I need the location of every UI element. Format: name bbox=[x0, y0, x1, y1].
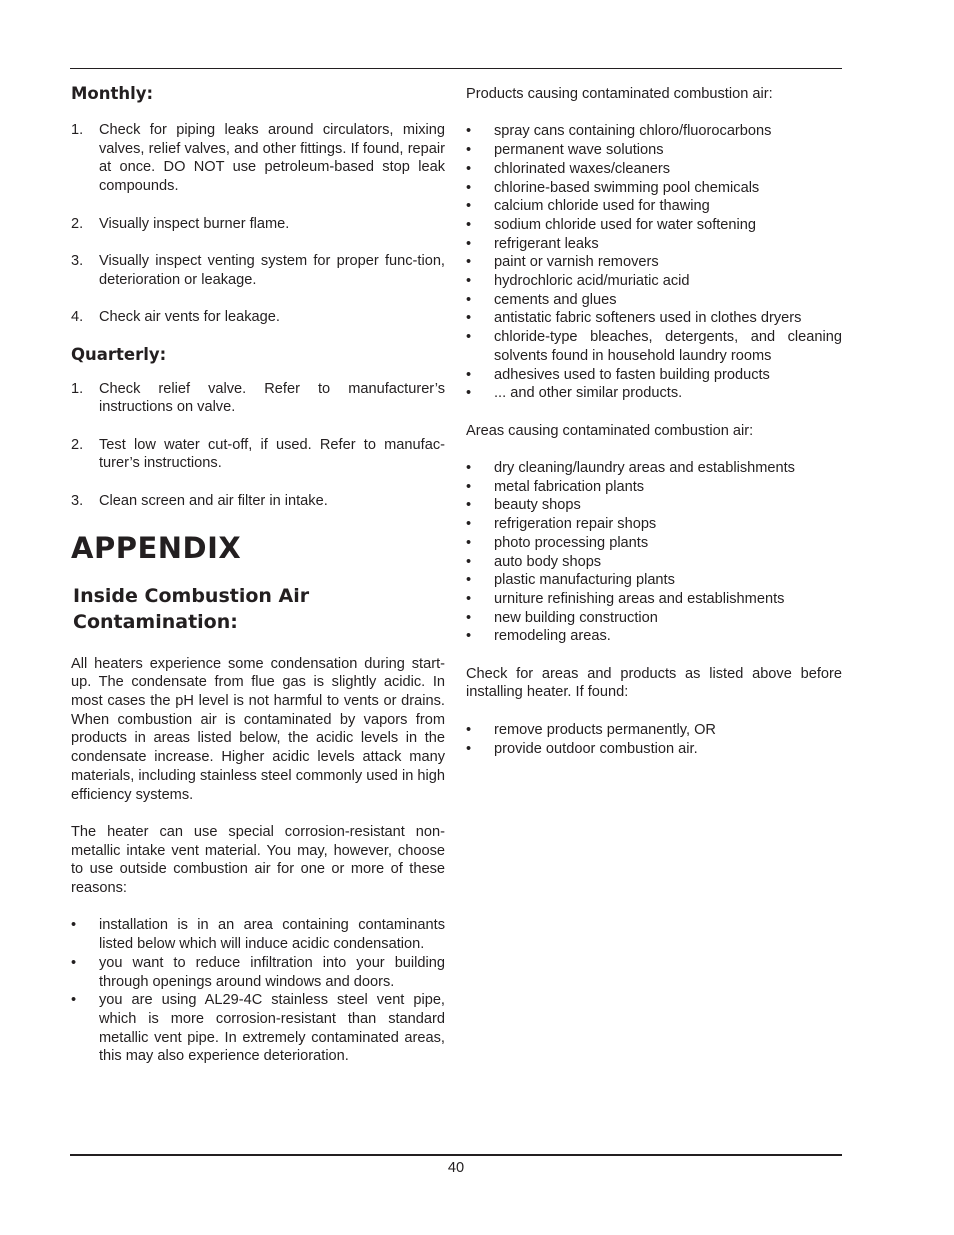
page-number: 40 bbox=[447, 1160, 465, 1176]
list-item: • beauty shops bbox=[466, 497, 581, 514]
list-item: 2. Visually inspect burner flame. bbox=[71, 215, 290, 232]
check-intro: Check for areas and products as listed above before installing heater. If found: bbox=[466, 665, 842, 701]
left-column bbox=[71, 78, 445, 1066]
appendix-title: APPENDIX bbox=[71, 530, 242, 565]
list-item: • ... and other similar products. bbox=[466, 385, 683, 402]
list-item: • sodium chloride used for water softening bbox=[466, 216, 757, 233]
list-item: • provide outdoor combustion air. bbox=[466, 740, 698, 757]
list-item: • metal fabrication plants bbox=[466, 478, 645, 495]
list-item: • auto body shops bbox=[466, 553, 602, 570]
list-item: • plastic manufacturing plants bbox=[466, 572, 675, 589]
list-item: 1. Check for piping leaks around circulators, mixing valves, relief valves, and other fittings. If found, repair at once. DO NOT use petroleum-based stop leak compounds. bbox=[71, 122, 445, 195]
bottom-rule bbox=[70, 1154, 842, 1156]
section-heading-line1: Inside Combustion Air bbox=[73, 584, 310, 607]
check-list bbox=[466, 721, 842, 758]
list-item: • new building construction bbox=[466, 609, 658, 626]
quarterly-list bbox=[71, 380, 445, 511]
list-item: • cements and glues bbox=[466, 291, 617, 308]
list-item: • refrigeration repair shops bbox=[466, 516, 657, 533]
list-item: • paint or varnish removers bbox=[466, 254, 659, 271]
list-item: • you want to reduce infiltration into your building through openings around windows and doors. bbox=[71, 954, 445, 990]
list-item: • installation is in an area containing contaminants listed below which will induce acidic condensation. bbox=[71, 917, 445, 953]
reasons-list bbox=[71, 916, 445, 1066]
list-item: • adhesives used to fasten building products bbox=[466, 366, 770, 383]
areas-intro: Areas causing contaminated combustion air: bbox=[466, 422, 754, 439]
list-item: • chlorine-based swimming pool chemicals bbox=[466, 179, 760, 196]
list-item: • you are using AL29-4C stainless steel vent pipe, which is more corrosion-resistant than standard metallic vent pipe. In extremely contaminated areas, this may also experience deterioration. bbox=[71, 992, 445, 1065]
monthly-list bbox=[71, 121, 445, 327]
list-item: • chloride-type bleaches, detergents, and cleaning solvents found in household laundry rooms bbox=[466, 329, 842, 364]
list-item: 3. Visually inspect venting system for proper func-tion, deterioration or leakage. bbox=[71, 252, 445, 288]
list-item: • hydrochloric acid/muriatic acid bbox=[466, 273, 690, 290]
section-heading-line2: Contamination: bbox=[73, 610, 238, 633]
list-item: • dry cleaning/laundry areas and establishments bbox=[466, 460, 795, 477]
list-item: • calcium chloride used for thawing bbox=[466, 198, 710, 215]
right-column bbox=[466, 78, 842, 758]
section-heading bbox=[71, 583, 445, 635]
products-intro: Products causing contaminated combustion air: bbox=[466, 86, 773, 102]
list-item: • remodeling areas. bbox=[466, 628, 611, 645]
list-item: • refrigerant leaks bbox=[466, 235, 599, 252]
list-item: 3. Clean screen and air filter in intake. bbox=[71, 492, 328, 509]
list-item: • chlorinated waxes/cleaners bbox=[466, 160, 671, 177]
list-item: • photo processing plants bbox=[466, 534, 649, 551]
list-item: • permanent wave solutions bbox=[466, 142, 664, 159]
quarterly-heading: Quarterly: bbox=[71, 344, 167, 364]
list-item: • urniture refinishing areas and establishments bbox=[466, 590, 785, 607]
list-item: • remove products permanently, OR bbox=[466, 721, 716, 738]
list-item: 2. Test low water cut-off, if used. Refer to manufac-turer’s instructions. bbox=[71, 436, 445, 472]
areas-list bbox=[466, 459, 842, 646]
corrosion-paragraph: The heater can use special corrosion-resistant non-metallic intake vent material. You may, however, choose to use outside combustion air for one or more of these reasons: bbox=[71, 823, 445, 896]
list-item: • spray cans containing chloro/fluorocarbons bbox=[466, 123, 772, 140]
list-item: 1. Check relief valve. Refer to manufacturer’s instructions on valve. bbox=[71, 380, 445, 416]
list-item: • antistatic fabric softeners used in clothes dryers bbox=[466, 310, 802, 327]
top-rule bbox=[70, 68, 842, 69]
intro-paragraph: All heaters experience some condensation during start-up. The condensate from flue gas is slightly acidic. In most cases the pH level is not harmful to vents or drains. When combustion air is contaminated by vapors from products in areas listed below, the acidic levels in the condensate increase. Higher acidic levels attack many materials, including stainless steel commonly used in high efficiency systems. bbox=[71, 655, 445, 803]
list-item: 4. Check air vents for leakage. bbox=[71, 308, 280, 325]
products-list bbox=[466, 122, 842, 403]
monthly-heading: Monthly: bbox=[71, 84, 154, 103]
